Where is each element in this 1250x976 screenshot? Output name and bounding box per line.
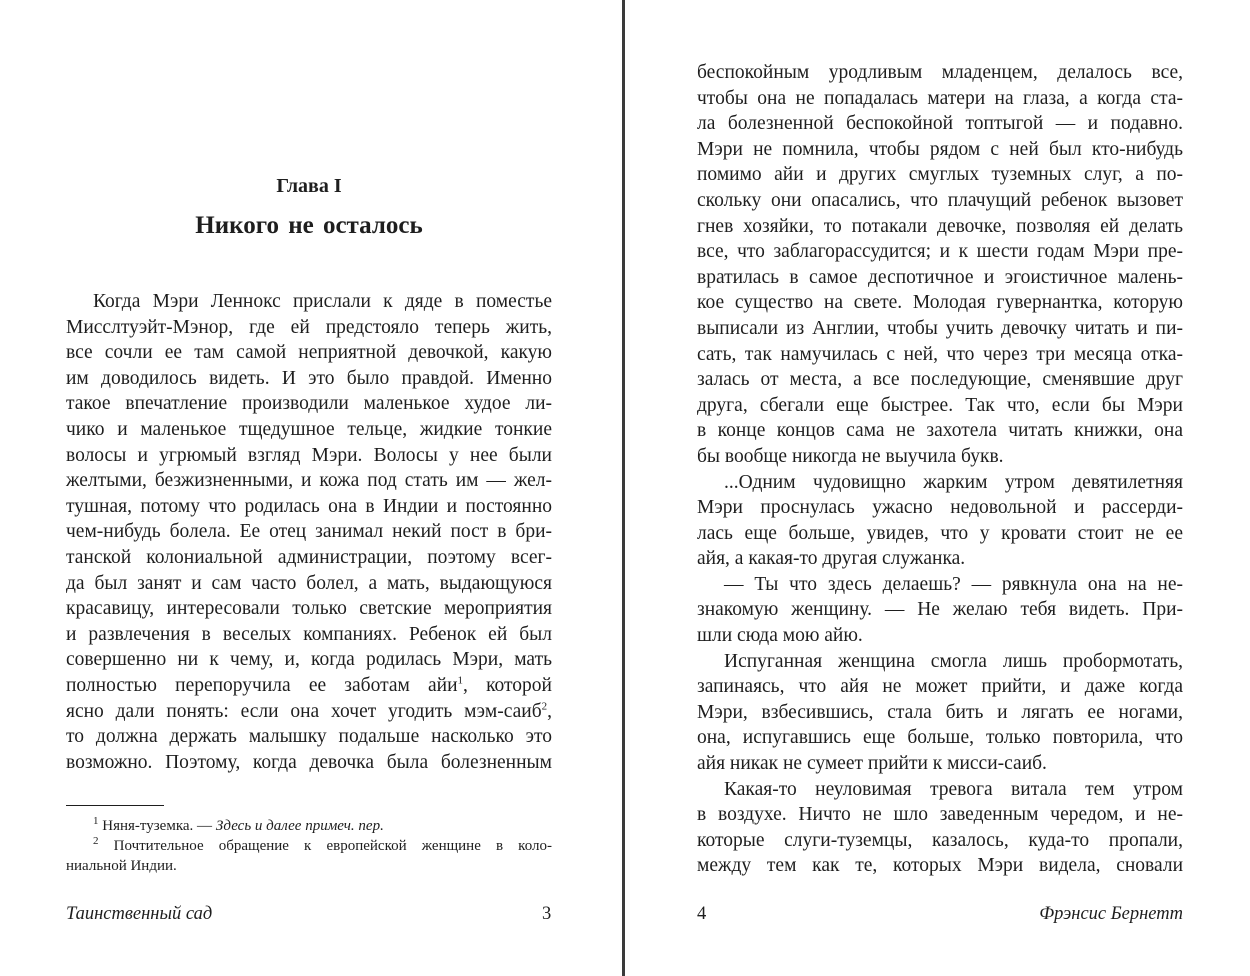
text-line: Испуганная женщина смогла лишь пробормотать, [724, 650, 1183, 672]
chapter-title: Никого не осталось [195, 212, 423, 239]
text-line: гнев хозяйки, то потакали девочке, позволяя ей делать [697, 215, 1183, 237]
text-line: друга, сбегали еще быстрее. Так что, если бы Мэри [697, 394, 1183, 416]
text-line: которые слуги-туземцы, казалось, куда-то пропали, [697, 829, 1183, 851]
text-line: между тем как те, которых Мэри видела, сновали [697, 855, 1183, 877]
page-number-left: 3 [542, 904, 552, 924]
left-page [0, 0, 622, 976]
text-line: то должна держать малышку подальше насколько это [66, 726, 552, 748]
text-line: да был занят и сам часто болел, а мать, выдающуюся [66, 572, 552, 594]
text-line-with-footnote [66, 699, 552, 725]
text-line: Когда Мэри Леннокс прислали к дяде в поместье [93, 291, 552, 312]
footnote-2-text: Почтительное обращение к европейской женщине в коло- [113, 838, 552, 854]
footnote-1-text: Няня-туземка. — [102, 818, 213, 834]
text-line: желтыми, безжизненными, и кожа под стать им — жел- [66, 470, 552, 492]
text-line: сать, так намучилась с ней, что через три месяца отка- [697, 343, 1183, 365]
text-line: и развлечения в веселых компаниях. Ребенок ей был [66, 623, 552, 645]
text-line: Мисслтуэйт-Мэнор, где ей предстояло теперь жить, [66, 316, 552, 338]
text-line: вратилась в самое деспотичное и эгоистичное малень- [697, 266, 1183, 288]
text-segment: , [547, 700, 552, 722]
text-segment: ясно дали понять: если она хочет угодить мэм-саиб [66, 700, 542, 722]
text-line: совершенно ни к чему, и, когда родилась Мэри, мать [66, 649, 552, 671]
text-segment: , которой [463, 674, 552, 696]
text-line: в конце концов сама не захотела читать книжки, она [697, 420, 1183, 442]
text-line: кое существо на свете. Молодая гувернантка, которую [697, 292, 1183, 314]
right-body-text [697, 60, 1183, 879]
chapter-number: Глава I [276, 175, 342, 197]
text-line: Мэри, взбесившись, стала бить и лягать ее ногами, [697, 701, 1183, 723]
text-line: тушная, потому что родилась она в Индии и постоянно [66, 495, 552, 517]
text-line: танской колониальной администрации, поэтому всег- [66, 546, 552, 568]
text-line: айя, а какая-то другая служанка. [697, 548, 966, 570]
text-line: знакомую женщину. — Не желаю тебя видеть. При- [697, 599, 1183, 621]
text-line: ...Одним чудовищно жарким утром девятилетняя [724, 471, 1183, 493]
text-line: она, испугавшись еще больше, только повторила, что [697, 727, 1183, 749]
footnote-2-marker: 2 [93, 835, 99, 847]
text-line: Какая-то неуловимая тревога витала тем утром [724, 778, 1183, 800]
footnote-2-line-1 [66, 836, 552, 856]
footnote-2-line-2: ниальной Индии. [66, 858, 177, 874]
right-page [625, 0, 1250, 976]
footnote-1-marker: 1 [93, 815, 99, 827]
text-line: залась от места, а все последующие, сменявшие друг [697, 369, 1183, 391]
text-line: Мэри не помнила, чтобы рядом с ней был кто-нибудь [697, 138, 1183, 160]
text-line: шли сюда мою айю. [697, 625, 863, 647]
text-line: волосы и угрюмый взгляд Мэри. Волосы у нее были [66, 444, 552, 466]
text-line: в воздухе. Ничто не шло заведенным чередом, и не- [697, 804, 1183, 826]
footnote-marker-1: 1 [457, 674, 464, 687]
text-line: им доводилось видеть. И это было правдой. Именно [66, 367, 552, 389]
page-number-right: 4 [697, 904, 707, 924]
text-line: все, что заблагорассудится; и к шести годам Мэри пре- [697, 241, 1183, 263]
text-line: выписали из Англии, чтобы учить девочку читать и пи- [697, 317, 1183, 339]
text-line: чем-нибудь болела. Ее отец занимал некий пост в бри- [66, 521, 552, 543]
text-line: чтобы она не попадалась матери на глаза, а когда ста- [697, 87, 1183, 109]
text-line: все сочли ее там самой неприятной девочкой, какую [66, 342, 552, 364]
text-line: скольку они опасались, что плачущий ребенок вызовет [697, 189, 1183, 211]
text-line: — Ты что здесь делаешь? — рявкнула она на не- [724, 573, 1183, 595]
text-line: помимо айи и других смуглых туземных слуг, а по- [697, 164, 1183, 186]
text-line: возможно. Поэтому, когда девочка была болезненным [66, 751, 552, 773]
footnotes [66, 816, 552, 876]
text-line: беспокойным уродливым младенцем, делалось все, [697, 62, 1183, 83]
text-line: чико и маленькое тщедушное тельце, жидкие тонкие [66, 418, 552, 440]
text-line: лась еще больше, увидев, что у кровати стоит не ее [697, 522, 1183, 544]
text-line: ла болезненной беспокойной топтыгой — и подавно. [697, 113, 1183, 135]
text-line: запинаясь, что айя не может прийти, и даже когда [697, 676, 1183, 698]
text-line: бы вообще никогда не выучила букв. [697, 445, 1004, 467]
running-title-left: Таинственный сад [66, 904, 213, 924]
footnote-marker-2: 2 [541, 700, 548, 712]
text-segment: полностью перепоручила ее заботам айи [66, 674, 458, 696]
text-line: такое впечатление производили маленькое худое ли- [66, 393, 552, 415]
running-title-right: Фрэнсис Бернетт [1039, 904, 1183, 924]
text-line-with-footnote [66, 673, 552, 699]
footnote-1 [66, 816, 552, 836]
footnote-1-italic: Здесь и далее примеч. пер. [215, 818, 384, 834]
text-line: красавицу, интересовали только светские мероприятия [66, 598, 552, 620]
text-line: Мэри проснулась ужасно недовольной и рассерди- [697, 497, 1183, 519]
text-line: айя никак не сумеет прийти к мисси-саиб. [697, 753, 1047, 775]
footnote-rule [66, 805, 164, 806]
left-body-text [66, 289, 552, 775]
